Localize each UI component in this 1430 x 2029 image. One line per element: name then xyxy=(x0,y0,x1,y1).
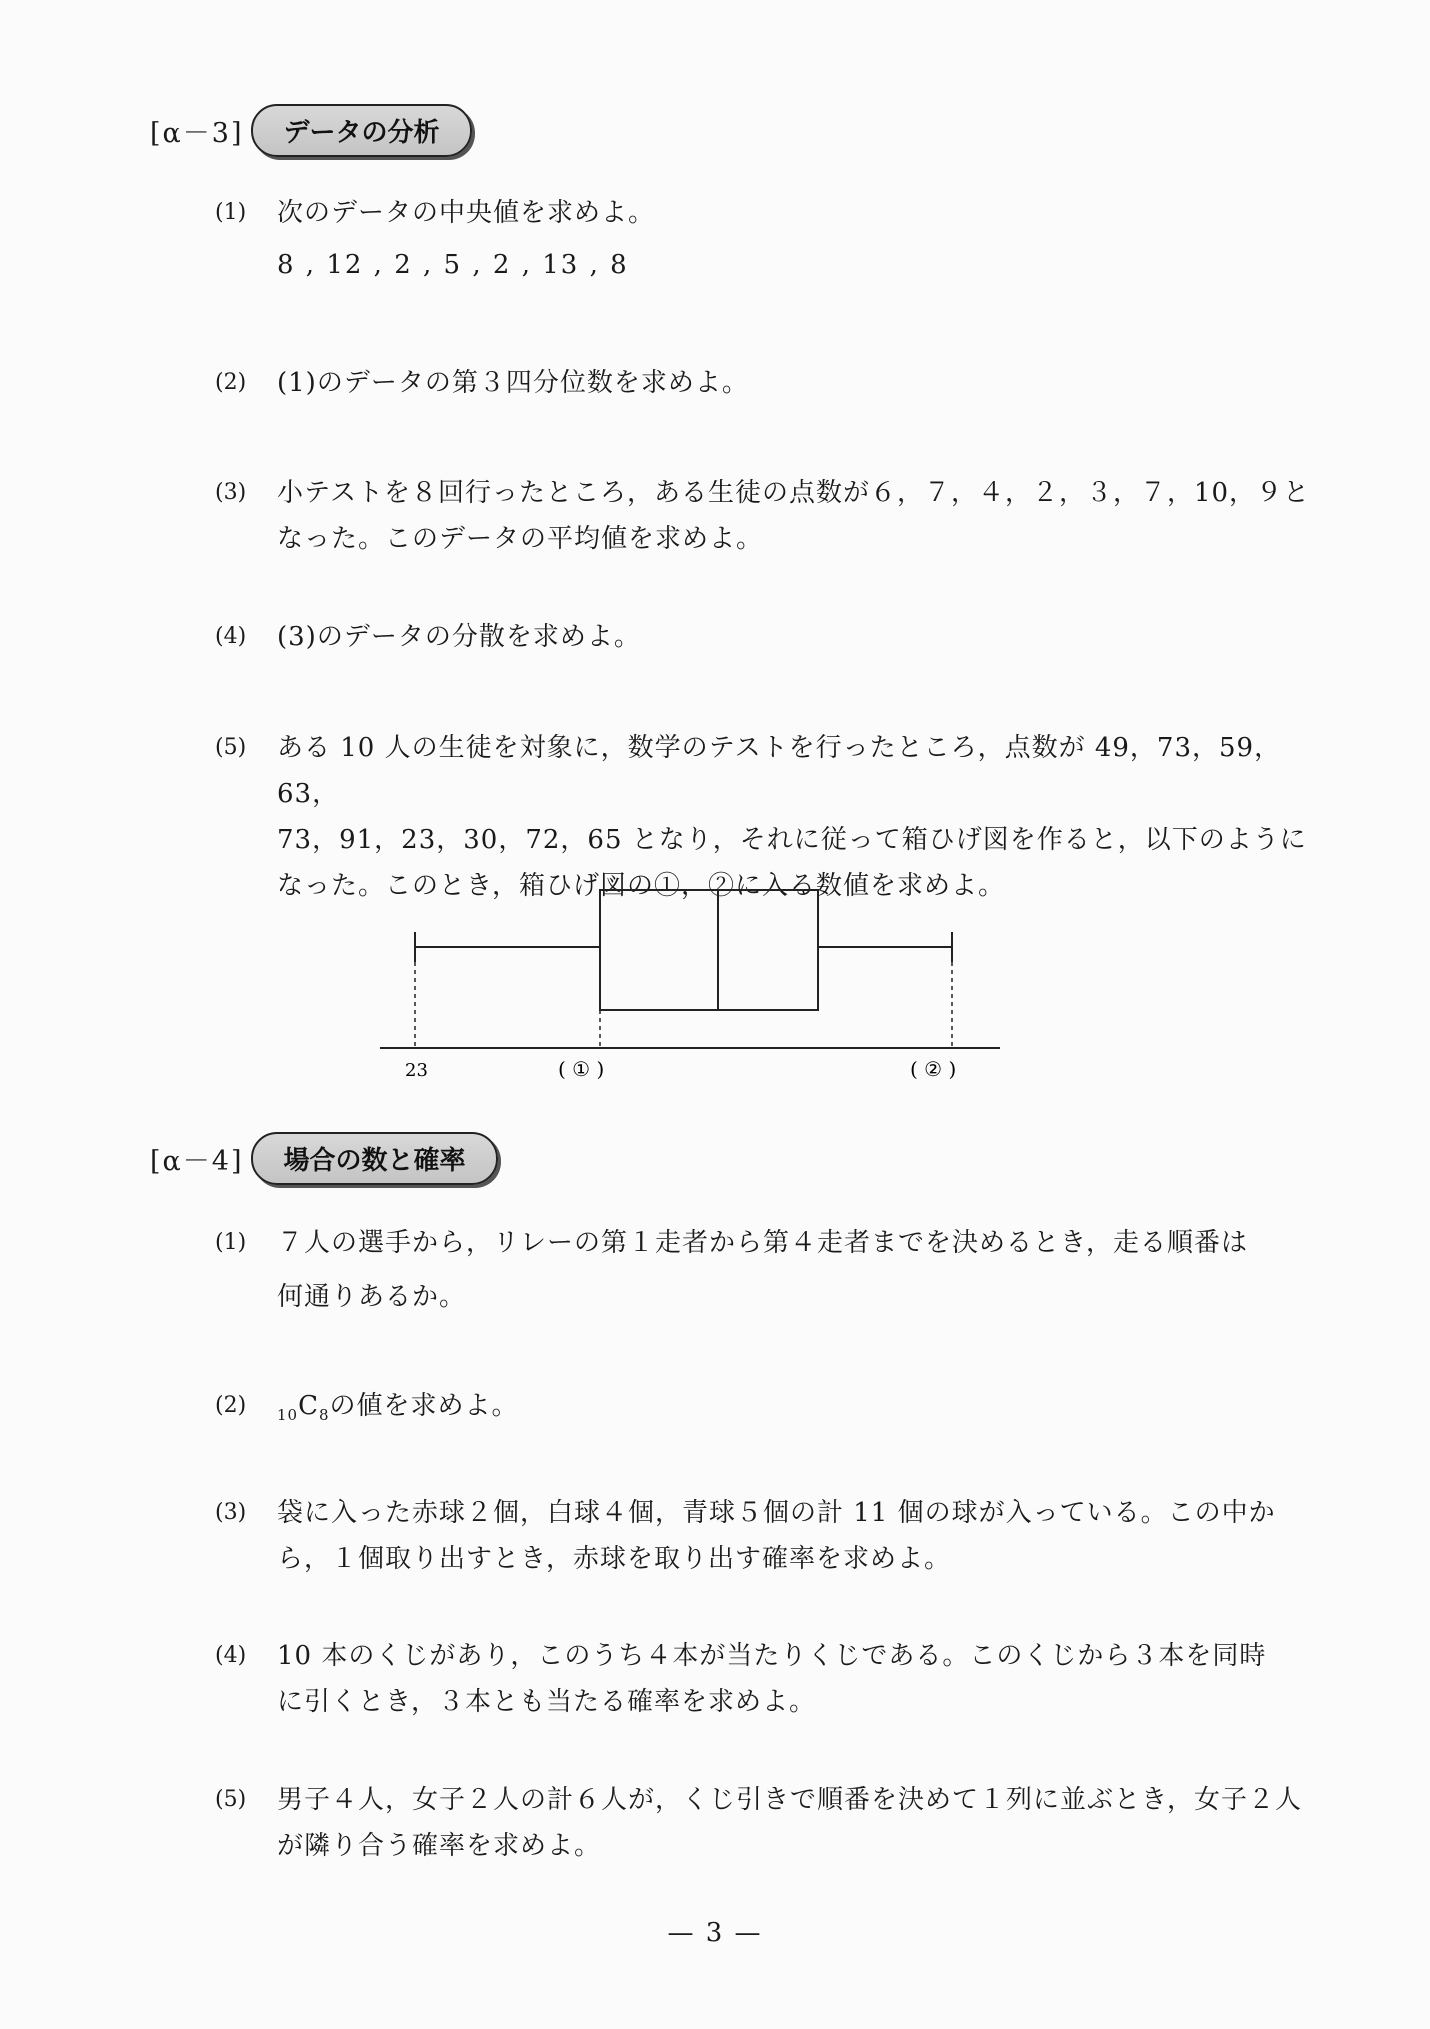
question-text-line1: 男子４人，女子２人の計６人が，くじ引きで順番を決めて１列に並ぶとき，女子２人 xyxy=(277,1785,1302,1815)
question-text xyxy=(277,1383,1315,1438)
question-text-line2: が隣り合う確率を求めよ。 xyxy=(277,1831,602,1861)
section-title: データの分析 xyxy=(251,104,471,157)
question-a4-3 xyxy=(215,1490,1315,1582)
question-text-line1: 小テストを８回行ったところ，ある生徒の点数が６，７，４，２，３，７，10，９と xyxy=(277,478,1311,508)
question-number: (3) xyxy=(215,1500,247,1525)
question-text-line2: 73，91，23，30，72，65 となり，それに従って箱ひげ図を作ると，以下のように xyxy=(277,825,1307,855)
question-text: (3)のデータの分散を求めよ。 xyxy=(277,622,641,652)
question-text-line1: 袋に入った赤球２個，白球４個，青球５個の計 11 個の球が入っている。この中か xyxy=(277,1498,1276,1528)
page-number: — 3 — xyxy=(667,1918,763,1948)
question-text-line2: 何通りあるか。 xyxy=(277,1282,467,1312)
section-label: [α－4] xyxy=(150,1145,244,1177)
question-number: (3) xyxy=(215,480,247,505)
max-label: ( ② ) xyxy=(910,1057,957,1080)
question-text-line2: に引くとき，３本とも当たる確率を求めよ。 xyxy=(277,1687,816,1717)
question-number: (5) xyxy=(215,1787,247,1812)
combination-n: 10 xyxy=(277,1406,299,1424)
question-text-line1: ある 10 人の生徒を対象に，数学のテストを行ったところ，点数が 49，73，59，63， xyxy=(277,733,1282,809)
question-a4-4 xyxy=(215,1633,1315,1725)
question-number: (2) xyxy=(215,1393,247,1418)
min-label: 23 xyxy=(405,1060,428,1080)
question-text-line1: ７人の選手から，リレーの第１走者から第４走者までを決めるとき，走る順番は xyxy=(277,1228,1248,1258)
question-text: 次のデータの中央値を求めよ。 xyxy=(277,198,656,228)
question-number: (2) xyxy=(215,370,247,395)
question-text-line2: ら，１個取り出すとき，赤球を取り出す確率を求めよ。 xyxy=(277,1544,951,1574)
question-text-line3: なった。このとき，箱ひげ図の①，②に入る数値を求めよ。 xyxy=(277,871,1005,901)
box-plot xyxy=(380,880,1020,1080)
question-a3-3 xyxy=(215,470,1315,562)
question-number: (1) xyxy=(215,200,247,225)
combination-r: 8 xyxy=(319,1406,330,1424)
question-text-line1: 10 本のくじがあり，このうち４本が当たりくじである。このくじから３本を同時 xyxy=(277,1641,1267,1671)
question-text-rest: の値を求めよ。 xyxy=(329,1391,519,1421)
section-header-a4 xyxy=(150,1128,498,1188)
question-text: (1)のデータの第３四分位数を求めよ。 xyxy=(277,368,749,398)
question-data: 8 , 12 , 2 , 5 , 2 , 13 , 8 xyxy=(277,250,629,280)
q1-label: ( ① ) xyxy=(558,1057,605,1080)
question-number: (4) xyxy=(215,624,247,649)
question-number: (5) xyxy=(215,735,247,760)
question-a4-5 xyxy=(215,1777,1315,1869)
question-a4-2 xyxy=(215,1383,1315,1438)
combination-symbol: C xyxy=(298,1391,319,1421)
section-label: [α－3] xyxy=(150,117,244,149)
question-a3-1 xyxy=(215,190,1315,236)
question-a3-2 xyxy=(215,360,1315,406)
question-a4-1 xyxy=(215,1220,1315,1320)
question-text-line2: なった。このデータの平均値を求めよ。 xyxy=(277,524,764,554)
box xyxy=(600,890,818,1010)
section-header-a3 xyxy=(150,100,472,160)
question-number: (4) xyxy=(215,1643,247,1668)
section-title: 場合の数と確率 xyxy=(251,1132,497,1185)
question-number: (1) xyxy=(215,1230,247,1255)
question-a3-4 xyxy=(215,614,1315,660)
